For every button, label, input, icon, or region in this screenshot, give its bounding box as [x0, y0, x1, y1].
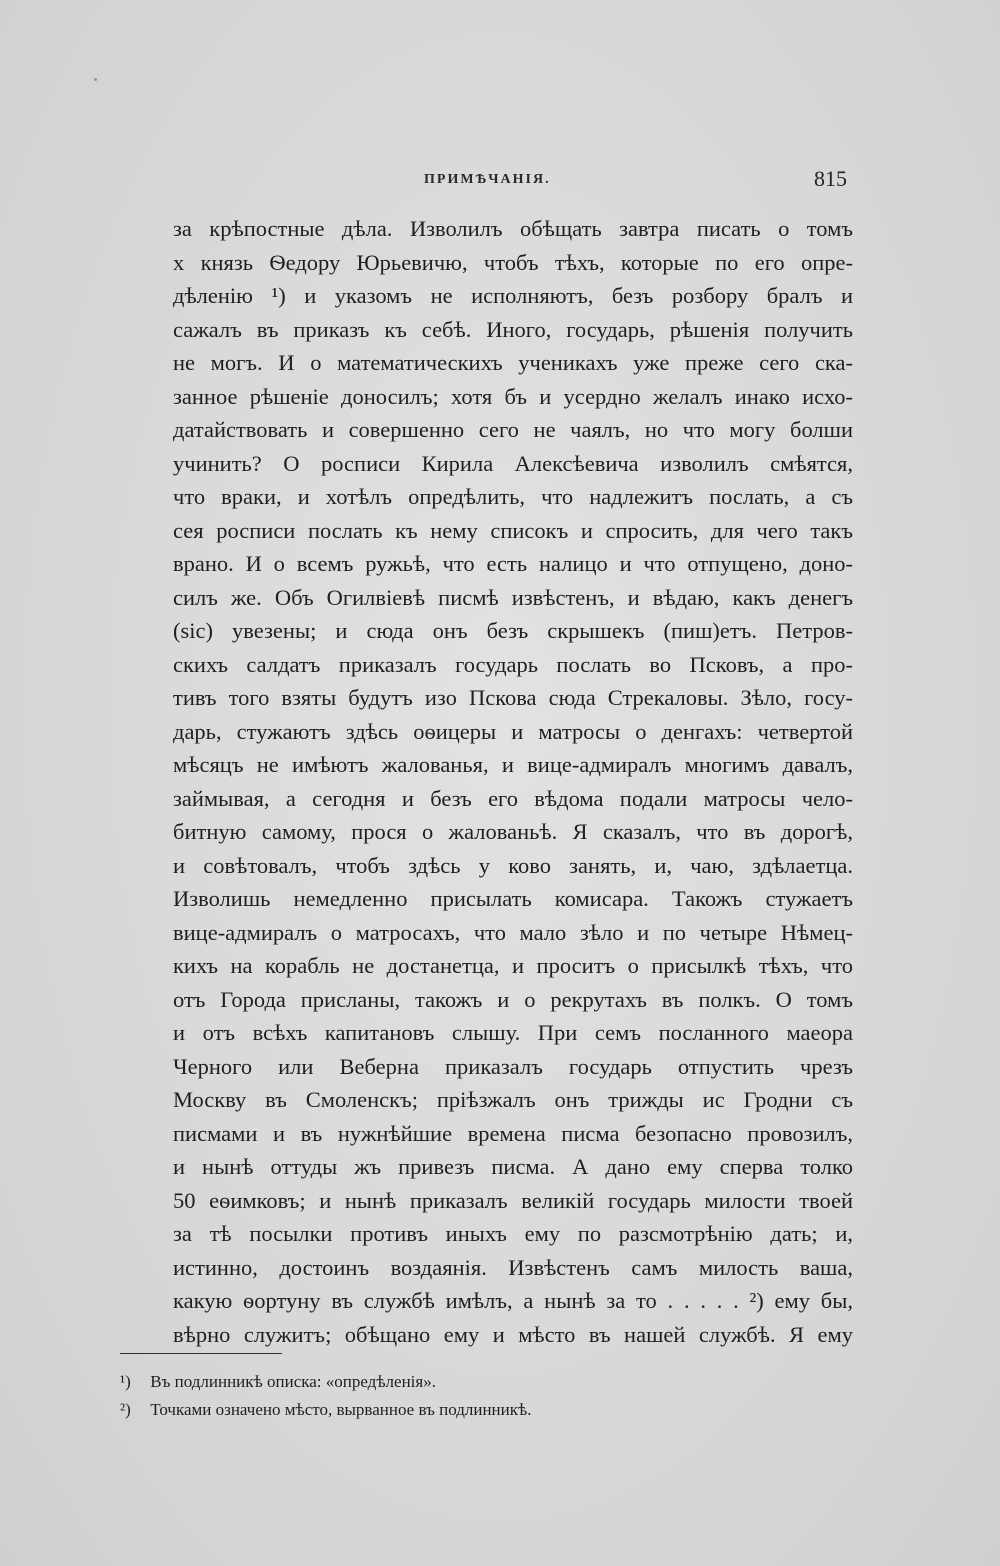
text-line: вице-адмиралъ о матросахъ, что мало зѣло и по четыре Нѣмец- [173, 919, 853, 945]
footnotes [120, 1368, 820, 1424]
footnote-text: Точками означено мѣсто, вырванное въ подлинникѣ. [150, 1400, 532, 1419]
text-line: Черного или Веберна приказалъ государь отпустить чрезъ [173, 1053, 853, 1079]
text-line: не могъ. И о математическихъ ученикахъ уже преже сего ска- [173, 350, 853, 375]
text-line: тивъ того взяты будутъ изо Пскова сюда Стрекаловы. Зѣло, госу- [173, 685, 853, 710]
text-line: за тѣ посылки противъ иныхъ ему по разсмотрѣнію дать; и, [173, 1221, 853, 1246]
text-line: и нынѣ оттуды жъ привезъ писма. А дано ему сперва толко [173, 1154, 853, 1179]
footnote-divider [120, 1353, 282, 1354]
text-line: занное рѣшеніе доносилъ; хотя бъ и усердно желалъ инако исхо- [173, 383, 853, 409]
page-number: 815 [814, 166, 847, 191]
text-line: истинно, достоинъ воздаянія. Извѣстенъ самъ милость ваша, [173, 1254, 853, 1280]
paper-speck [94, 78, 97, 81]
text-line: дѣленію ¹) и указомъ не исполняютъ, безъ розбору бралъ и [173, 283, 853, 308]
body-text [173, 212, 853, 1351]
text-line: и совѣтовалъ, чтобъ здѣсь у ково занять, и, чаю, здѣлаетца. [173, 852, 853, 878]
footnote [120, 1396, 820, 1424]
text-line: врано. И о всемъ ружьѣ, что есть налицо и что отпущено, доно- [173, 551, 853, 576]
footnote-mark: ²) [120, 1400, 131, 1419]
text-line: силъ же. Объ Огилвіевѣ писмѣ извѣстенъ, и вѣдаю, какъ денегъ [173, 584, 853, 610]
text-line: какую ѳортуну въ службѣ имѣлъ, а нынѣ за то . . . . . ²) ему бы, [173, 1288, 853, 1313]
footnote-mark: ¹) [120, 1372, 131, 1391]
text-line: битную самому, прося о жалованьѣ. Я сказалъ, что въ дорогѣ, [173, 819, 853, 844]
text-line: сажалъ въ приказъ къ себѣ. Иного, государь, рѣшенія получить [173, 316, 853, 342]
text-line: сея росписи послать къ нему списокъ и спросить, для чего такъ [173, 517, 853, 543]
text-line: и отъ всѣхъ капитановъ слышу. При семъ посланного маеора [173, 1020, 853, 1045]
running-head: ПРИМѢЧАНІЯ. [424, 172, 551, 187]
text-line: скихъ салдатъ приказалъ государь послать во Псковъ, а про- [173, 651, 853, 677]
text-line: (sic) увезены; и сюда онъ безъ скрышекъ (пиш)етъ. Петров- [173, 618, 853, 643]
text-line: дарь, стужаютъ здѣсь оѳицеры и матросы о денгахъ: четвертой [173, 718, 853, 744]
text-line: учинить? О росписи Кирила Алексѣевича изволилъ смѣятся, [173, 450, 853, 476]
text-line: мѣсяцъ не имѣютъ жалованья, и вице-адмиралъ многимъ давалъ, [173, 752, 853, 777]
text-line: за крѣпостные дѣла. Изволилъ обѣщать завтра писать о томъ [173, 216, 853, 241]
text-line: 50 еѳимковъ; и нынѣ приказалъ великій государь милости твоей [173, 1187, 853, 1213]
text-line: Изволишь немедленно присылать комисара. Такожъ стужаетъ [173, 886, 853, 911]
text-line: писмами и въ нужнѣйшие времена писма безопасно провозилъ, [173, 1120, 853, 1146]
text-line: х князь Ѳедору Юрьевичю, чтобъ тѣхъ, которые по его опре- [173, 249, 853, 275]
text-line: Москву въ Смоленскъ; пріѣзжалъ онъ трижды ис Гродни съ [173, 1087, 853, 1112]
text-line: займывая, а сегодня и безъ его вѣдома подали матросы чело- [173, 785, 853, 811]
text-line: кихъ на корабль не достанетца, и проситъ о присылкѣ тѣхъ, что [173, 953, 853, 978]
text-line: что враки, и хотѣлъ опредѣлить, что надлежитъ послать, а съ [173, 484, 853, 509]
footnote [120, 1368, 820, 1396]
text-line: отъ Города присланы, такожъ и о рекрутахъ въ полкъ. О томъ [173, 986, 853, 1012]
footnote-text: Въ подлинникѣ описка: «опредѣленія». [150, 1372, 436, 1391]
text-line: вѣрно служитъ; обѣщано ему и мѣсто въ нашей службѣ. Я ему [173, 1321, 853, 1347]
text-line: датайствовать и совершенно сего не чаялъ, но что могу болши [173, 417, 853, 442]
